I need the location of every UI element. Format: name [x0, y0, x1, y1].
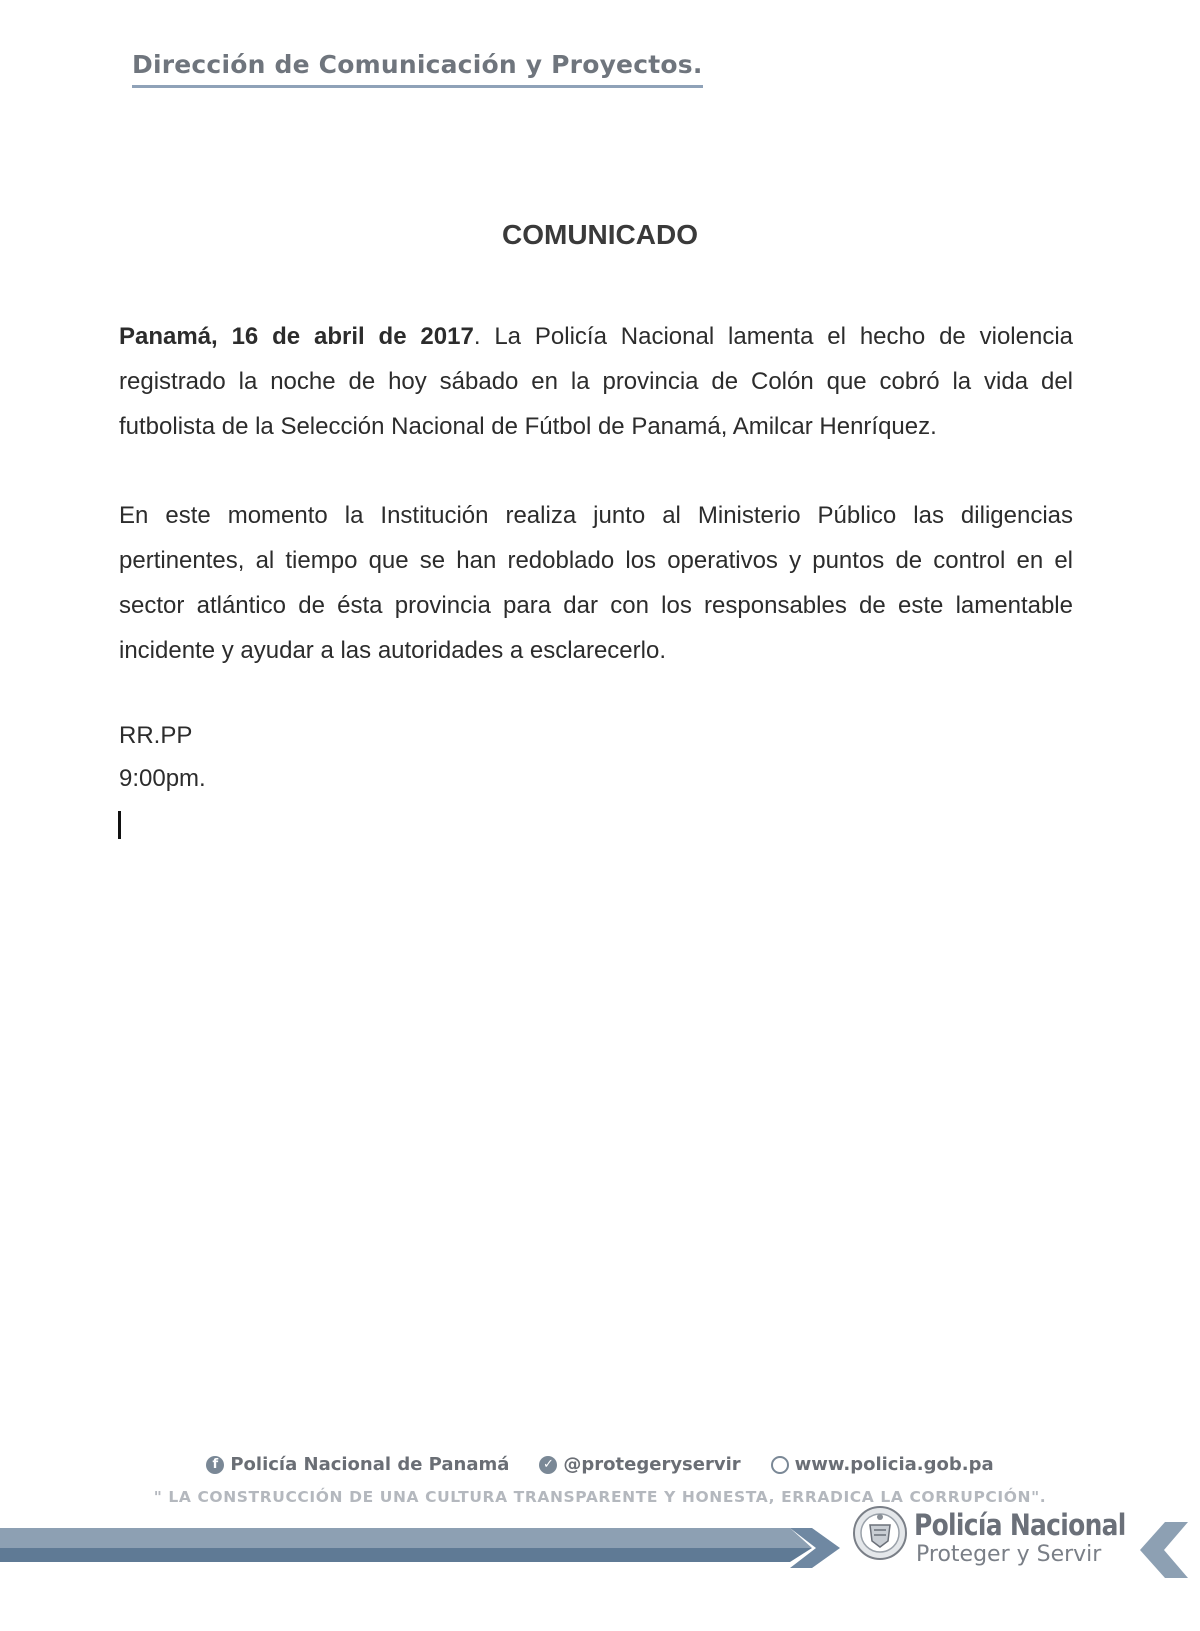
brand-tagline: Proteger y Servir [916, 1542, 1102, 1567]
footer-website[interactable] [771, 1454, 994, 1475]
footer-contact-links [0, 1454, 1200, 1475]
footer-motto: " LA CONSTRUCCIÓN DE UNA CULTURA TRANSPARENTE Y HONESTA, ERRADICA LA CORRUPCIÓN". [153, 1488, 1047, 1506]
twitter-icon: ✓ [539, 1456, 557, 1474]
globe-icon [771, 1456, 789, 1474]
website-label: www.policia.gob.pa [794, 1454, 994, 1475]
document-title: COMUNICADO [502, 219, 698, 250]
paragraph-1-text: . La Policía Nacional lamenta el hecho de violencia registrado la noche de hoy sábado en la provincia de Colón que cobró la vida del futbolista de la Selección Nacional de Fútbol de Panamá, Amilcar Henríquez. [119, 323, 1074, 440]
department-header: Dirección de Comunicación y Proyectos. [132, 50, 703, 88]
facebook-icon: f [206, 1456, 224, 1474]
paragraph-2: En este momento la Institución realiza junto al Ministerio Público las diligencias pertinentes, al tiempo que se han redoblado los operativos y puntos de control en el sector atlántico de ésta provincia para dar con los responsables de este lamentable incidente y ayudar a las autoridades a esclarecerlo. [119, 502, 1073, 664]
paragraph-1 [119, 314, 1073, 449]
band-bar-left-lower [0, 1548, 812, 1562]
police-seal-icon [852, 1503, 908, 1563]
signature-time: 9:00pm. [119, 765, 206, 792]
footer-facebook[interactable] [206, 1454, 509, 1475]
twitter-label: @protegeryservir [563, 1454, 741, 1475]
brand-name: Policía Nacional [914, 1508, 1126, 1542]
footer-twitter[interactable] [539, 1454, 740, 1475]
text-cursor [118, 811, 121, 839]
band-chevron-right [1140, 1522, 1188, 1578]
signature-department: RR.PP [119, 722, 193, 749]
footer-brand [914, 1508, 1134, 1568]
date-line: Panamá, 16 de abril de 2017 [119, 323, 474, 350]
facebook-label: Policía Nacional de Panamá [230, 1454, 510, 1475]
band-bar-left [0, 1528, 812, 1548]
